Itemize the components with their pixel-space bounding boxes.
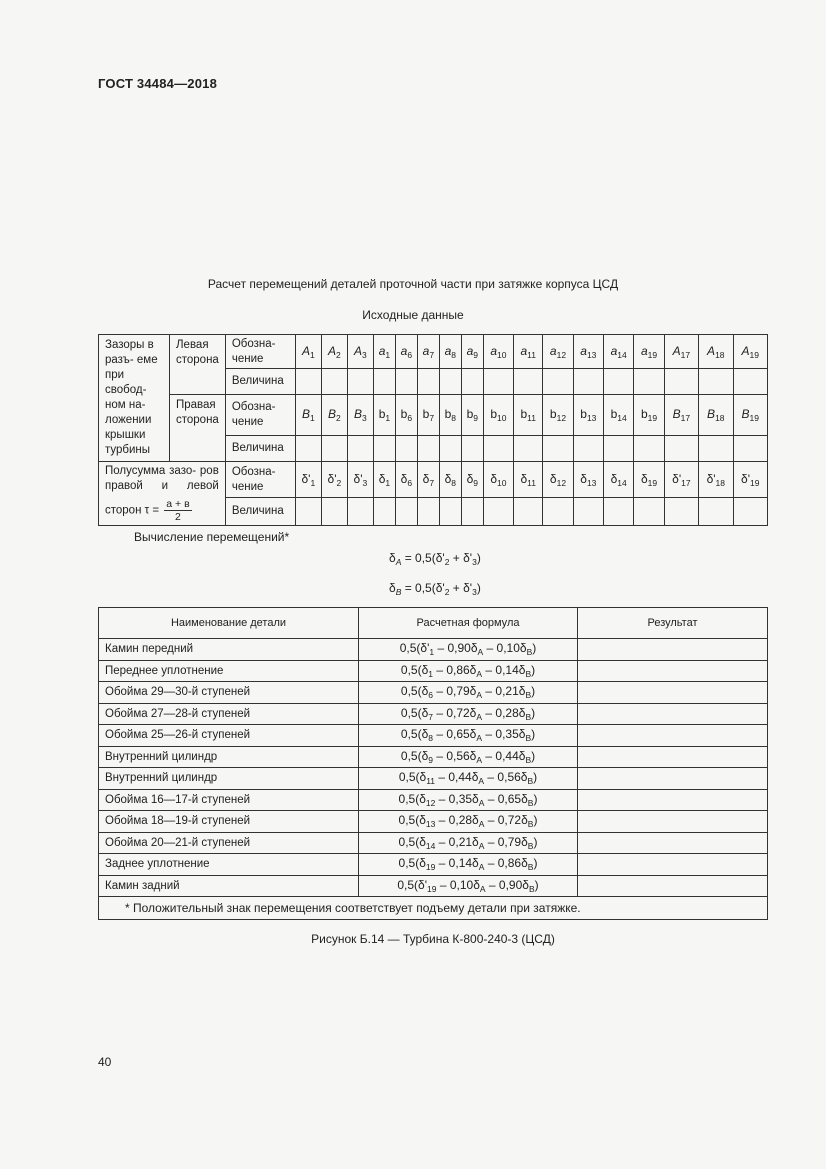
value-label: Величина — [225, 436, 295, 462]
part-result — [578, 639, 768, 661]
part-formula: $0,5(\delta_{12} - 0,35\delta_A - 0,65\delta_B)$ — [359, 789, 578, 811]
part-name: Внутренний цилиндр — [99, 768, 359, 790]
symbol-cell: $\delta'_2$ — [321, 462, 347, 498]
value-cell — [573, 369, 603, 395]
symbol-cell: $b_{14}$ — [604, 395, 634, 436]
part-result — [578, 703, 768, 725]
table-row — [99, 660, 768, 682]
value-cell — [373, 369, 395, 395]
part-result — [578, 854, 768, 876]
symbol-cell: $a_8$ — [439, 335, 461, 369]
symbol-cell: $b_{11}$ — [514, 395, 543, 436]
symbol-cell: $a_9$ — [461, 335, 483, 369]
value-cell — [634, 498, 664, 526]
part-result — [578, 725, 768, 747]
symbol-cell: $b_{12}$ — [543, 395, 573, 436]
left-side-label: Левая сторона — [170, 335, 226, 395]
halfsum-sides: сторон τ = — [105, 504, 160, 517]
formula-render: $\delta_B = 0,5(\delta'_2 + \delta'_3)$ — [389, 581, 481, 597]
value-cell — [733, 369, 768, 395]
part-formula: $0,5(\delta_1 - 0,86\delta_A - 0,14\delta_B)$ — [359, 660, 578, 682]
symbol-cell: $A_{19}$ — [733, 335, 768, 369]
symbol-cell: $a_{13}$ — [573, 335, 603, 369]
symbol-cell: $a_{19}$ — [634, 335, 664, 369]
part-name: Обойма 20—21-й ступеней — [99, 832, 359, 854]
part-name: Заднее уплотнение — [99, 854, 359, 876]
symbol-cell: $B_1$ — [295, 395, 321, 436]
halfsum-label: Полусумма зазо- ров правой и левой — [105, 465, 219, 492]
value-cell — [417, 498, 439, 526]
part-result — [578, 789, 768, 811]
symbol-cell: $\delta'_{18}$ — [699, 462, 733, 498]
symbol-cell: $\delta_{19}$ — [634, 462, 664, 498]
symbol-cell: $a_6$ — [395, 335, 417, 369]
symbol-cell: $b_7$ — [417, 395, 439, 436]
symbol-cell: $\delta_{13}$ — [573, 462, 603, 498]
formula-delta-b — [389, 581, 481, 597]
symbol-cell: $b_8$ — [439, 395, 461, 436]
table-row — [99, 832, 768, 854]
part-formula: $0,5(\delta_{14} - 0,21\delta_A - 0,79\delta_B)$ — [359, 832, 578, 854]
table-row — [99, 746, 768, 768]
value-cell — [664, 436, 698, 462]
symbol-cell: $b_{19}$ — [634, 395, 664, 436]
symbol-cell: $a_{11}$ — [514, 335, 543, 369]
table-row — [99, 682, 768, 704]
calc-label: Вычисление перемещений* — [134, 530, 290, 544]
value-cell — [417, 369, 439, 395]
symbol-cell: $\delta_{12}$ — [543, 462, 573, 498]
value-cell — [634, 436, 664, 462]
part-formula: $0,5(\delta'_{19} - 0,10\delta_A - 0,90\delta_B)$ — [359, 875, 578, 897]
symbol-cell: $\delta_{10}$ — [483, 462, 513, 498]
value-cell — [573, 498, 603, 526]
value-cell — [604, 436, 634, 462]
value-cell — [699, 498, 733, 526]
halfsum-fraction — [164, 498, 191, 523]
symbol-cell: $\delta_{14}$ — [604, 462, 634, 498]
table-row — [99, 854, 768, 876]
value-label: Величина — [225, 498, 295, 526]
part-formula: $0,5(\delta'_1 - 0,90\delta_A - 0,10\delta_B)$ — [359, 639, 578, 661]
part-formula: $0,5(\delta_8 - 0,65\delta_A - 0,35\delta_B)$ — [359, 725, 578, 747]
value-cell — [483, 369, 513, 395]
symbol-cell: $a_1$ — [373, 335, 395, 369]
part-result — [578, 682, 768, 704]
part-name: Обойма 29—30-й ступеней — [99, 682, 359, 704]
value-cell — [514, 436, 543, 462]
designation-label: Обозна- чение — [225, 395, 295, 436]
symbol-cell: $\delta_6$ — [395, 462, 417, 498]
value-cell — [347, 498, 373, 526]
fraction-denominator: 2 — [175, 511, 181, 523]
symbol-cell: $b_6$ — [395, 395, 417, 436]
symbol-cell: $A_{17}$ — [664, 335, 698, 369]
symbol-cell: $b_1$ — [373, 395, 395, 436]
value-cell — [373, 498, 395, 526]
symbol-cell: $b_{13}$ — [573, 395, 603, 436]
symbol-cell: $\delta'_{19}$ — [733, 462, 768, 498]
part-result — [578, 746, 768, 768]
footnote-row — [99, 897, 768, 920]
col-header-result: Результат — [578, 608, 768, 639]
symbol-cell: $\delta'_3$ — [347, 462, 373, 498]
value-cell — [634, 369, 664, 395]
symbol-cell: $\delta_{11}$ — [514, 462, 543, 498]
part-formula: $0,5(\delta_6 - 0,79\delta_A - 0,21\delta_B)$ — [359, 682, 578, 704]
right-side-label: Правая сторона — [170, 395, 226, 462]
value-cell — [664, 498, 698, 526]
table-row — [99, 725, 768, 747]
part-formula: $0,5(\delta_{19} - 0,14\delta_A - 0,86\delta_B)$ — [359, 854, 578, 876]
symbol-cell: $a_{12}$ — [543, 335, 573, 369]
table-row — [99, 639, 768, 661]
value-cell — [543, 498, 573, 526]
part-formula: $0,5(\delta_{11} - 0,44\delta_A - 0,56\delta_B)$ — [359, 768, 578, 790]
value-cell — [543, 436, 573, 462]
symbol-cell: $a_{10}$ — [483, 335, 513, 369]
table-row — [99, 789, 768, 811]
table-row — [99, 811, 768, 833]
value-cell — [461, 436, 483, 462]
symbol-cell: $\delta_7$ — [417, 462, 439, 498]
part-result — [578, 811, 768, 833]
symbol-cell: $B_{18}$ — [699, 395, 733, 436]
value-cell — [514, 369, 543, 395]
symbol-cell: $b_{10}$ — [483, 395, 513, 436]
value-cell — [295, 369, 321, 395]
value-cell — [699, 369, 733, 395]
symbol-cell: $b_9$ — [461, 395, 483, 436]
symbol-cell: $\delta_8$ — [439, 462, 461, 498]
value-cell — [373, 436, 395, 462]
formula-delta-a — [389, 551, 481, 567]
value-cell — [604, 498, 634, 526]
value-cell — [321, 436, 347, 462]
symbol-cell: $B_{17}$ — [664, 395, 698, 436]
input-data-table — [98, 334, 768, 526]
part-result — [578, 768, 768, 790]
symbol-cell: $a_{14}$ — [604, 335, 634, 369]
part-formula: $0,5(\delta_{13} - 0,28\delta_A - 0,72\delta_B)$ — [359, 811, 578, 833]
value-cell — [417, 436, 439, 462]
symbol-cell: $a_7$ — [417, 335, 439, 369]
symbol-cell: $A_1$ — [295, 335, 321, 369]
part-name: Обойма 16—17-й ступеней — [99, 789, 359, 811]
value-cell — [347, 369, 373, 395]
designation-label: Обозна- чение — [225, 335, 295, 369]
value-cell — [461, 498, 483, 526]
value-cell — [461, 369, 483, 395]
value-cell — [664, 369, 698, 395]
footnote: * Положительный знак перемещения соответствует подъему детали при затяжке. — [99, 897, 768, 920]
col-header-name: Наименование детали — [99, 608, 359, 639]
symbol-cell: $\delta_9$ — [461, 462, 483, 498]
table-row — [99, 875, 768, 897]
value-cell — [573, 436, 603, 462]
symbol-cell: $A_{18}$ — [699, 335, 733, 369]
table-row — [99, 768, 768, 790]
part-formula: $0,5(\delta_7 - 0,72\delta_A - 0,28\delta_B)$ — [359, 703, 578, 725]
designation-label: Обозна- чение — [225, 462, 295, 498]
symbol-cell: $B_{19}$ — [733, 395, 768, 436]
value-cell — [439, 498, 461, 526]
document-header: ГОСТ 34484—2018 — [98, 76, 217, 91]
halfsum-label-cell — [99, 462, 226, 526]
symbol-cell: $B_2$ — [321, 395, 347, 436]
value-cell — [514, 498, 543, 526]
page-number: 40 — [98, 1055, 112, 1069]
value-cell — [483, 436, 513, 462]
page-subtitle: Исходные данные — [362, 308, 464, 322]
value-cell — [439, 369, 461, 395]
symbol-cell: $\delta'_{17}$ — [664, 462, 698, 498]
gap-group-label: Зазоры в разъ- еме при свобод- ном на- ложении крышки турбины — [99, 335, 170, 462]
value-cell — [295, 498, 321, 526]
value-cell — [321, 498, 347, 526]
part-name: Обойма 27—28-й ступеней — [99, 703, 359, 725]
part-name: Обойма 25—26-й ступеней — [99, 725, 359, 747]
part-result — [578, 832, 768, 854]
value-cell — [395, 369, 417, 395]
formula-render: $\delta_A = 0,5(\delta'_2 + \delta'_3)$ — [389, 551, 481, 567]
value-cell — [483, 498, 513, 526]
part-name: Камин задний — [99, 875, 359, 897]
part-name: Внутренний цилиндр — [99, 746, 359, 768]
part-result — [578, 875, 768, 897]
value-cell — [439, 436, 461, 462]
figure-caption: Рисунок Б.14 — Турбина К-800-240-3 (ЦСД) — [311, 932, 555, 946]
symbol-cell: $A_3$ — [347, 335, 373, 369]
value-cell — [733, 498, 768, 526]
value-cell — [543, 369, 573, 395]
part-result — [578, 660, 768, 682]
symbol-cell: $\delta'_1$ — [295, 462, 321, 498]
page-title: Расчет перемещений деталей проточной части при затяжке корпуса ЦСД — [207, 277, 619, 291]
part-name: Переднее уплотнение — [99, 660, 359, 682]
value-cell — [321, 369, 347, 395]
symbol-cell: $\delta_1$ — [373, 462, 395, 498]
value-label: Величина — [225, 369, 295, 395]
col-header-formula: Расчетная формула — [359, 608, 578, 639]
value-cell — [295, 436, 321, 462]
part-formula: $0,5(\delta_9 - 0,56\delta_A - 0,44\delta_B)$ — [359, 746, 578, 768]
value-cell — [604, 369, 634, 395]
symbol-cell: $A_2$ — [321, 335, 347, 369]
part-name: Камин передний — [99, 639, 359, 661]
part-name: Обойма 18—19-й ступеней — [99, 811, 359, 833]
value-cell — [699, 436, 733, 462]
symbol-cell: $B_3$ — [347, 395, 373, 436]
value-cell — [347, 436, 373, 462]
value-cell — [733, 436, 768, 462]
value-cell — [395, 436, 417, 462]
table-row — [99, 703, 768, 725]
fraction-numerator: а + в — [166, 498, 190, 510]
results-table — [98, 607, 768, 920]
value-cell — [395, 498, 417, 526]
